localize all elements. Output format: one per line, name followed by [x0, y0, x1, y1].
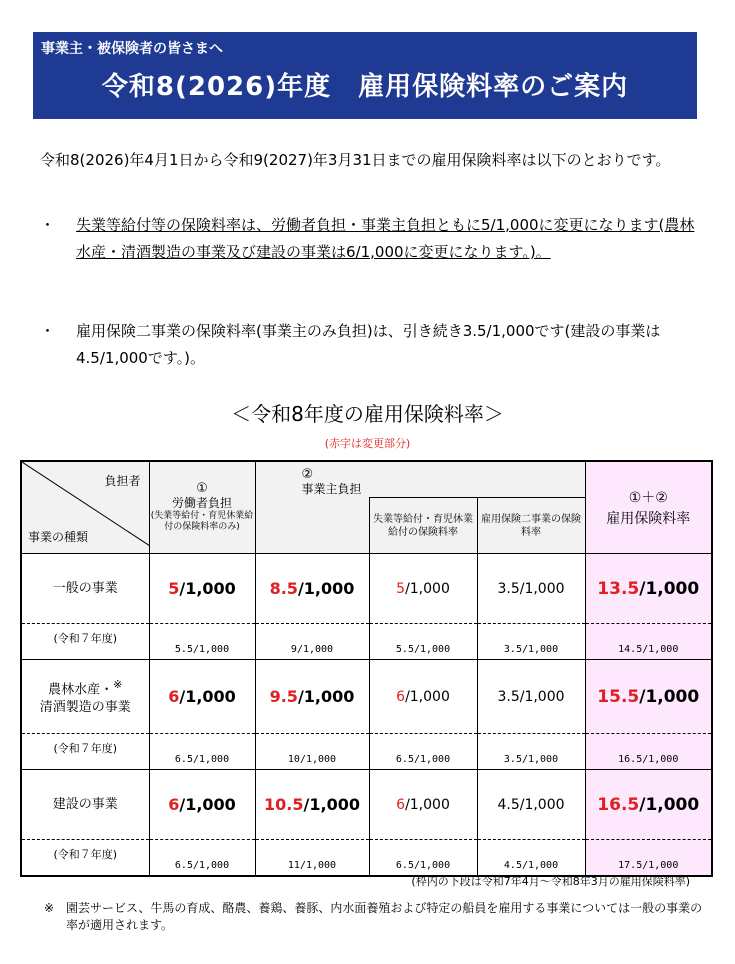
sub2-rate: 3.5/1,000 — [477, 660, 585, 734]
worker-rate: 6/1,000 — [149, 660, 255, 734]
employer-sub1-header: 失業等給付・育児休業給付の保険料率 — [369, 498, 477, 554]
prev-sub1: 5.5/1,000 — [369, 624, 477, 660]
prev-total: 17.5/1,000 — [585, 840, 712, 876]
prev-total: 16.5/1,000 — [585, 734, 712, 770]
table-note: (赤字は変更部分) — [324, 437, 411, 450]
employer-label: 事業主負担 — [301, 482, 362, 496]
row-name: 一般の事業 — [21, 554, 149, 624]
prev-worker: 6.5/1,000 — [149, 734, 255, 770]
row-name: 農林水産・※ 清酒製造の事業 — [21, 660, 149, 734]
table-row-prev — [21, 840, 712, 876]
prev-sub2: 3.5/1,000 — [477, 624, 585, 660]
worker-rate: 6/1,000 — [149, 770, 255, 840]
worker-label: 労働者負担 — [171, 496, 232, 510]
prev-worker: 5.5/1,000 — [149, 624, 255, 660]
note-mark: ※ — [113, 677, 123, 691]
sub2-rate: 4.5/1,000 — [477, 770, 585, 840]
employer-rate: 9.5/1,000 — [255, 660, 369, 734]
prev-label: (令和７年度) — [21, 624, 149, 660]
sub1-rate: 5/1,000 — [369, 554, 477, 624]
corner-top-label: 負担者 — [104, 474, 141, 488]
prev-label: (令和７年度) — [21, 734, 149, 770]
employer-num: ② — [301, 467, 314, 482]
corner-bottom-label: 事業の種類 — [28, 530, 89, 544]
prev-employer: 9/1,000 — [255, 624, 369, 660]
employer-rate: 8.5/1,000 — [255, 554, 369, 624]
prev-worker: 6.5/1,000 — [149, 840, 255, 876]
rates-table — [20, 460, 713, 877]
worker-rate: 5/1,000 — [149, 554, 255, 624]
worker-num: ① — [196, 481, 208, 496]
prev-sub1: 6.5/1,000 — [369, 840, 477, 876]
table-row — [21, 660, 712, 734]
total-rate: 15.5/1,000 — [585, 660, 712, 734]
total-header — [585, 461, 712, 554]
prev-employer: 11/1,000 — [255, 840, 369, 876]
sub2-rate: 3.5/1,000 — [477, 554, 585, 624]
employer-sub2-header: 雇用保険二事業の保険料率 — [477, 498, 585, 554]
footnote-mark: ※ — [44, 901, 55, 915]
intro-text: 令和8(2026)年4月1日から令和9(2027)年3月31日までの雇用保険料率は以下のとおりです。 — [40, 151, 671, 169]
employer-spacer — [255, 498, 369, 554]
employer-rate: 10.5/1,000 — [255, 770, 369, 840]
worker-header — [149, 461, 255, 554]
prev-sub2: 3.5/1,000 — [477, 734, 585, 770]
total-rate: 13.5/1,000 — [585, 554, 712, 624]
total-label: 雇用保険料率 — [606, 510, 691, 527]
table-row-prev — [21, 734, 712, 770]
title-banner — [33, 32, 697, 119]
total-rate: 16.5/1,000 — [585, 770, 712, 840]
prev-employer: 10/1,000 — [255, 734, 369, 770]
footnote-period: (枠内の下段は令和7年4月～令和8年3月の雇用保険料率) — [411, 875, 690, 888]
table-row — [21, 554, 712, 624]
worker-sub: (失業等給付・育児休業給付の保険料率のみ) — [150, 511, 254, 532]
prev-label: (令和７年度) — [21, 840, 149, 876]
footnote-text: 園芸サービス、牛馬の育成、酪農、養鶏、養豚、内水面養殖および特定の船員を雇用する事業については一般の事業の率が適用されます。 — [66, 901, 703, 932]
prev-sub2: 4.5/1,000 — [477, 840, 585, 876]
table-title: ＜令和8年度の雇用保険料率＞ — [231, 402, 504, 426]
prev-sub1: 6.5/1,000 — [369, 734, 477, 770]
row-name: 建設の事業 — [21, 770, 149, 840]
employer-header — [255, 461, 585, 498]
total-num: ①＋② — [628, 489, 668, 506]
bullet-dot: ・ — [40, 322, 56, 340]
prev-total: 14.5/1,000 — [585, 624, 712, 660]
sub1-rate: 6/1,000 — [369, 770, 477, 840]
banner-subtitle: 事業主・被保険者の皆さまへ — [41, 41, 223, 57]
sub1-rate: 6/1,000 — [369, 660, 477, 734]
table-row — [21, 770, 712, 840]
bullet-text: 失業等給付等の保険料率は、労働者負担・事業主負担ともに5/1,000に変更になります(農林水産・清酒製造の事業及び建設の事業は6/1,000に変更になります。)。 — [76, 216, 695, 261]
bullet-text: 雇用保険二事業の保険料率(事業主のみ負担)は、引き続き3.5/1,000です(建設の事業は4.5/1,000です。)。 — [76, 322, 661, 367]
table-row-prev — [21, 624, 712, 660]
corner-header — [21, 461, 149, 554]
banner-title: 令和8(2026)年度 雇用保険料率のご案内 — [101, 72, 629, 102]
bullet-dot: ・ — [40, 216, 56, 234]
